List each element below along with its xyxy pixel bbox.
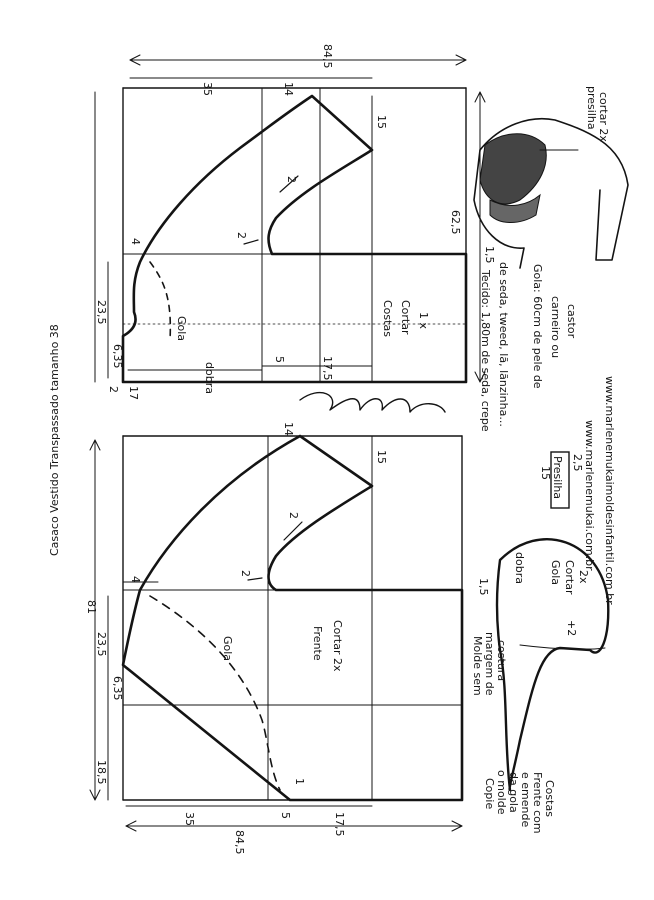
front-hem-step: 1 <box>293 778 306 785</box>
collar-cut-line2: 2x <box>577 570 590 584</box>
back-side-step: 1,5 <box>483 246 496 264</box>
front-collar-label: Gola <box>221 636 234 662</box>
collar-fold-label: dobra <box>513 552 526 584</box>
collar-copy-6: Costas <box>543 780 556 817</box>
collar-cut-line1: Cortar <box>563 560 576 595</box>
collar-extra: +2 <box>565 620 578 637</box>
sheet-title: Casaco Vestido Transpassado tamanho 38 <box>48 324 61 556</box>
fabric-line-4: carneiro ou <box>549 296 562 359</box>
back-fold-offset: 2 <box>107 386 120 393</box>
back-fold-label: dobra <box>203 362 216 394</box>
collar-copy-4: e emende <box>519 772 532 828</box>
back-pattern <box>123 88 466 382</box>
front-drop: 18,5 <box>95 760 108 785</box>
front-bottom-right: 17,5 <box>333 812 346 837</box>
back-upper-mid: 14 <box>282 82 295 96</box>
website-1: www.marlenemukai.com.br <box>583 420 596 571</box>
back-cut-line1: Cortar <box>399 300 412 335</box>
loop-label: Presilha <box>551 456 564 500</box>
front-neck-depth: 4 <box>129 576 142 583</box>
back-height: 62,5 <box>449 210 462 235</box>
back-total-width: 84,5 <box>321 44 334 69</box>
back-bottom-mid: 5 <box>273 356 286 363</box>
back-cut-line2: 1 x <box>417 312 430 330</box>
collar-copy-5: Frente com <box>531 772 544 834</box>
back-neck-small: 6,35 <box>111 344 124 369</box>
back-bottom-left: 17 <box>127 386 140 400</box>
back-sleeve: 15 <box>375 115 388 129</box>
sketch-label-1: presilha <box>585 86 598 130</box>
front-shoulder-drop: 2 <box>287 512 300 519</box>
back-upper-left: 35 <box>201 82 214 96</box>
collar-note-2: margem de <box>483 632 496 696</box>
back-dimensions <box>95 55 485 382</box>
sketch-label-2: cortar 2x <box>597 92 610 142</box>
back-bottom-right: 17,5 <box>321 356 334 381</box>
back-piece-name: Costas <box>381 300 394 337</box>
signature-mark <box>300 393 445 412</box>
fabric-line-5: castor <box>565 304 578 339</box>
front-pattern <box>123 436 462 800</box>
back-collar-label: Gola <box>175 316 188 342</box>
collar-name: Gola <box>549 560 562 586</box>
back-armhole-dip: 2 <box>235 232 248 239</box>
collar-copy-2: o molde <box>495 770 508 815</box>
loop-height: 2,5 <box>571 454 584 472</box>
collar-note-1: Molde sem <box>471 636 484 696</box>
front-bottom-mid: 5 <box>279 812 292 819</box>
collar-copy-3: da gola <box>507 772 520 813</box>
back-neck-depth: 4 <box>129 238 142 245</box>
front-bottom-left: 35 <box>183 812 196 826</box>
fabric-line-1: Tecido: 1,80m de seda, crepe <box>479 270 492 432</box>
front-dimensions <box>90 440 462 831</box>
fabric-line-2: de seda, tweed, lã, lãnzinha... <box>497 262 510 427</box>
front-piece-name: Frente <box>311 626 324 661</box>
front-sleeve: 15 <box>375 450 388 464</box>
back-shoulder-drop: 2 <box>285 176 298 183</box>
back-neck-width: 23,5 <box>95 300 108 325</box>
front-neck-small: 6,35 <box>111 676 124 701</box>
fabric-line-3: Gola: 60cm de pele de <box>531 264 544 389</box>
loop-width: 15 <box>539 466 552 480</box>
collar-note-3: costura <box>495 640 508 682</box>
front-height: 81 <box>85 600 98 614</box>
collar-copy-1: Copie <box>483 778 496 810</box>
website-2: www.marlenemukaimoldesinfantil.com.br <box>603 376 616 605</box>
front-side-step: 1,5 <box>477 578 490 596</box>
front-cut-line: Cortar 2x <box>331 620 344 672</box>
front-total-width: 84,5 <box>233 830 246 855</box>
front-armhole-dip: 2 <box>239 570 252 577</box>
front-neck-width: 23,5 <box>95 632 108 657</box>
front-upper-mid: 14 <box>282 422 295 436</box>
